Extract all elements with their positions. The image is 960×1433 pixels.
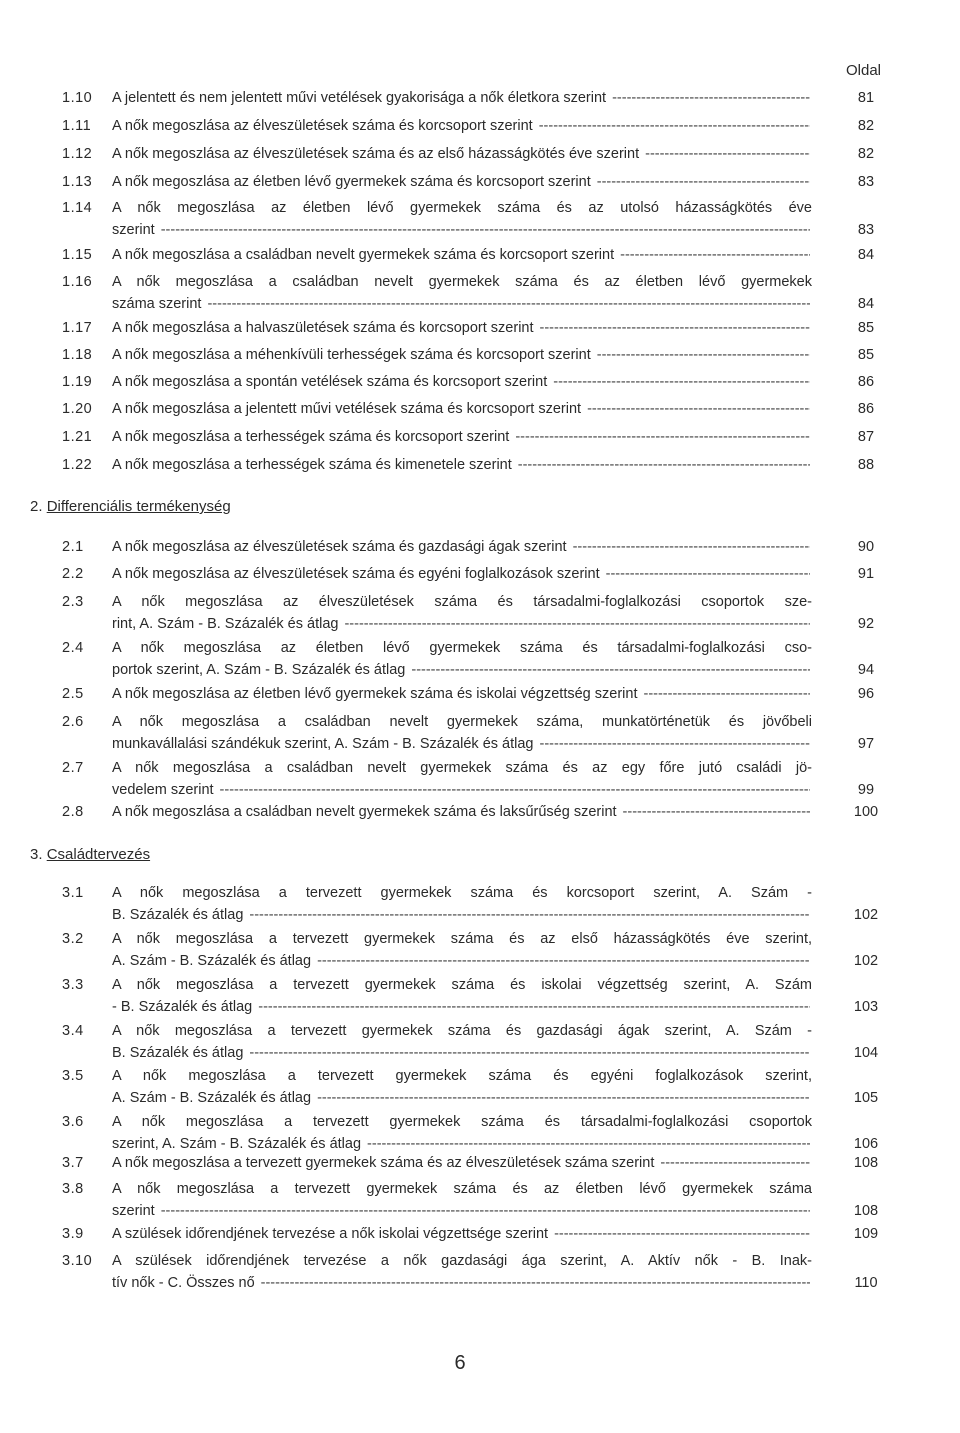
entry-title-line: munkavállalási szándékuk szerint, A. Szám - B. Százalék és átlag xyxy=(112,736,534,752)
entry-title-line: A nők megoszlása a családban nevelt gyermekek száma és az életben lévő gyermekek xyxy=(112,274,812,290)
entry-title-line: A nők megoszlása a tervezett gyermekek száma és korcsoport szerint, A. Szám - xyxy=(112,885,812,901)
entry-title-line: A nők megoszlása a családban nevelt gyermekek száma, munkatörténetük és jövőbeli xyxy=(112,714,812,730)
entry-page-number: 84 xyxy=(857,296,875,312)
entry-number: 3.8 xyxy=(62,1181,84,1197)
entry-title xyxy=(112,1178,812,1222)
entry-title-line: A nők megoszlása a jelentett művi vetélések száma és korcsoport szerint xyxy=(112,401,582,417)
entry-page-number: 110 xyxy=(854,1275,878,1291)
dot-leader xyxy=(606,563,810,585)
entry-title-line: A nők megoszlása a tervezett gyermekek száma és az életben lévő gyermekek száma xyxy=(112,1181,812,1197)
entry-title xyxy=(112,398,812,420)
entry-title-line: A nők megoszlása a családban nevelt gyermekek száma és laksűrűség szerint xyxy=(112,804,617,820)
entry-title-line: A. Szám - B. Százalék és átlag xyxy=(112,953,312,969)
entry-title-line: A nők megoszlása a terhességek száma és korcsoport szerint xyxy=(112,429,510,445)
entry-title xyxy=(112,244,812,266)
entry-page-number: 85 xyxy=(857,320,875,336)
entry-title xyxy=(112,928,812,972)
entry-title xyxy=(112,1020,812,1064)
entry-number: 3.3 xyxy=(62,977,84,993)
entry-title xyxy=(112,1250,812,1294)
dot-leader xyxy=(261,1272,810,1294)
entry-title-line: A nők megoszlása a tervezett gyermekek száma és egyéni foglalkozások szerint, xyxy=(112,1068,812,1084)
entry-number: 3.10 xyxy=(62,1253,93,1269)
section-3-number: 3. xyxy=(30,846,43,863)
entry-number: 2.6 xyxy=(62,714,84,730)
entry-number: 3.6 xyxy=(62,1114,84,1130)
dot-leader xyxy=(249,904,810,926)
footer-page-number: 6 xyxy=(454,1352,466,1374)
entry-page-number: 106 xyxy=(853,1136,879,1152)
entry-number: 1.21 xyxy=(62,429,93,445)
entry-page-number: 102 xyxy=(853,907,879,923)
dot-leader xyxy=(220,779,810,801)
entry-title-line: A nők megoszlása a tervezett gyermekek száma és társadalmi-foglalkozási csoportok xyxy=(112,1114,812,1130)
dot-leader xyxy=(643,683,810,705)
entry-number: 1.13 xyxy=(62,174,93,190)
dot-leader xyxy=(411,659,810,681)
entry-title-line: A nők megoszlása a méhenkívüli terhességek száma és korcsoport szerint xyxy=(112,347,591,363)
entry-number: 3.4 xyxy=(62,1023,84,1039)
entry-title xyxy=(112,1223,812,1245)
entry-page-number: 90 xyxy=(857,539,875,555)
entry-page-number: 84 xyxy=(857,247,875,263)
entry-title-line: A nők megoszlása a tervezett gyermekek száma és iskolai végzettség szerint, A. Szám xyxy=(112,977,812,993)
dot-leader xyxy=(518,454,810,476)
entry-title-line: vedelem szerint xyxy=(112,782,214,798)
entry-number: 2.7 xyxy=(62,760,84,776)
entry-number: 3.5 xyxy=(62,1068,84,1084)
entry-title xyxy=(112,197,812,241)
entry-page-number: 85 xyxy=(857,347,875,363)
dot-leader xyxy=(317,1087,810,1109)
entry-title xyxy=(112,87,812,109)
entry-number: 1.10 xyxy=(62,90,93,106)
dot-leader xyxy=(597,344,810,366)
entry-title-line: A nők megoszlása az életben lévő gyermekek száma és az utolsó házasságkötés éve xyxy=(112,200,812,216)
entry-title-line: A nők megoszlása a tervezett gyermekek száma és az élveszületések száma szerint xyxy=(112,1155,655,1171)
section-2-title: Differenciális termékenység xyxy=(46,498,231,515)
entry-title xyxy=(112,271,812,315)
dot-leader xyxy=(620,244,810,266)
entry-title-line: A nők megoszlása a tervezett gyermekek száma és az első házasságkötés éve szerint, xyxy=(112,931,812,947)
entry-title-line: A nők megoszlása az életben lévő gyermekek száma és korcsoport szerint xyxy=(112,174,591,190)
entry-page-number: 103 xyxy=(853,999,879,1015)
entry-title xyxy=(112,454,812,476)
entry-page-number: 86 xyxy=(857,401,875,417)
entry-title xyxy=(112,1065,812,1109)
dot-leader xyxy=(645,143,810,165)
entry-title xyxy=(112,115,812,137)
entry-title xyxy=(112,882,812,926)
dot-leader xyxy=(161,219,810,241)
dot-leader xyxy=(597,171,810,193)
entry-title xyxy=(112,317,812,339)
entry-title-line: A nők megoszlása a spontán vetélések száma és korcsoport szerint xyxy=(112,374,548,390)
entry-title-line: A szülések időrendjének tervezése a nők iskolai végzettsége szerint xyxy=(112,1226,549,1242)
entry-title xyxy=(112,344,812,366)
entry-number: 2.4 xyxy=(62,640,84,656)
entry-page-number: 94 xyxy=(857,662,875,678)
entry-title-line: A nők megoszlása a családban nevelt gyermekek száma és az egy főre jutó családi jö- xyxy=(112,760,812,776)
entry-title xyxy=(112,637,812,681)
entry-page-number: 108 xyxy=(853,1203,879,1219)
entry-page-number: 99 xyxy=(857,782,875,798)
dot-leader xyxy=(161,1200,810,1222)
entry-number: 1.17 xyxy=(62,320,93,336)
entry-number: 1.15 xyxy=(62,247,93,263)
entry-number: 2.5 xyxy=(62,686,84,702)
entry-title-line: portok szerint, A. Szám - B. Százalék és átlag xyxy=(112,662,406,678)
entry-title-line: A. Szám - B. Százalék és átlag xyxy=(112,1090,312,1106)
entry-page-number: 100 xyxy=(853,804,879,820)
entry-number: 1.20 xyxy=(62,401,93,417)
dot-leader xyxy=(540,317,810,339)
entry-title xyxy=(112,1111,812,1155)
dot-leader xyxy=(515,426,810,448)
entry-page-number: 102 xyxy=(853,953,879,969)
entry-title-line: A nők megoszlása az életben lévő gyermekek száma és iskolai végzettség szerint xyxy=(112,686,638,702)
entry-page-number: 82 xyxy=(857,146,875,162)
entry-page-number: 104 xyxy=(853,1045,879,1061)
entry-title-line: A nők megoszlása az élveszületések száma és korcsoport szerint xyxy=(112,118,533,134)
entry-title-line: szerint, A. Szám - B. Százalék és átlag xyxy=(112,1136,362,1152)
dot-leader xyxy=(587,398,810,420)
entry-title xyxy=(112,143,812,165)
entry-title-line: száma szerint xyxy=(112,296,202,312)
entry-title xyxy=(112,536,812,558)
dot-leader xyxy=(344,613,810,635)
entry-number: 2.1 xyxy=(62,539,84,555)
entry-page-number: 83 xyxy=(857,174,875,190)
entry-title-line: szerint xyxy=(112,1203,155,1219)
entry-title-line: A nők megoszlása a tervezett gyermekek száma és gazdasági ágak szerint, A. Szám - xyxy=(112,1023,812,1039)
entry-number: 1.19 xyxy=(62,374,93,390)
entry-page-number: 82 xyxy=(857,118,875,134)
entry-page-number: 97 xyxy=(857,736,875,752)
entry-number: 1.16 xyxy=(62,274,93,290)
dot-leader xyxy=(623,801,810,823)
entry-page-number: 92 xyxy=(857,616,875,632)
entry-title xyxy=(112,426,812,448)
entry-page-number: 83 xyxy=(857,222,875,238)
entry-page-number: 108 xyxy=(853,1155,879,1171)
dot-leader xyxy=(207,293,810,315)
entry-number: 1.18 xyxy=(62,347,93,363)
entry-title-line: A szülések időrendjének tervezése a nők gazdasági ága szerint, A. Aktív nők - B. Inak- xyxy=(112,1253,812,1269)
entry-title xyxy=(112,974,812,1018)
dot-leader xyxy=(612,87,810,109)
entry-page-number: 86 xyxy=(857,374,875,390)
entry-page-number: 96 xyxy=(857,686,875,702)
entry-title xyxy=(112,801,812,823)
entry-page-number: 88 xyxy=(857,457,875,473)
dot-leader xyxy=(249,1042,810,1064)
entry-title-line: A nők megoszlása a családban nevelt gyermekek száma és korcsoport szerint xyxy=(112,247,615,263)
page-column-header: Oldal xyxy=(846,62,882,79)
entry-page-number: 87 xyxy=(857,429,875,445)
entry-number: 1.14 xyxy=(62,200,93,216)
entry-title-line: rint, A. Szám - B. Százalék és átlag xyxy=(112,616,339,632)
dot-leader xyxy=(554,1223,810,1245)
entry-number: 1.12 xyxy=(62,146,93,162)
entry-title xyxy=(112,1152,812,1174)
entry-title-line: tív nők - C. Összes nő xyxy=(112,1275,255,1291)
entry-title-line: A nők megoszlása az élveszületések száma és az első házasságkötés éve szerint xyxy=(112,146,640,162)
entry-title-line: - B. Százalék és átlag xyxy=(112,999,253,1015)
entry-title-line: A nők megoszlása az élveszületések száma és társadalmi-foglalkozási csoportok sze- xyxy=(112,594,812,610)
dot-leader xyxy=(258,996,810,1018)
entry-title xyxy=(112,563,812,585)
entry-title-line: szerint xyxy=(112,222,155,238)
entry-title-line: A nők megoszlása az élveszületések száma és egyéni foglalkozások szerint xyxy=(112,566,600,582)
dot-leader xyxy=(573,536,810,558)
entry-title-line: A nők megoszlása az élveszületések száma és gazdasági ágak szerint xyxy=(112,539,567,555)
entry-number: 2.2 xyxy=(62,566,84,582)
entry-title-line: A jelentett és nem jelentett művi vetélések gyakorisága a nők életkora szerint xyxy=(112,90,607,106)
section-2-heading xyxy=(30,498,231,515)
entry-number: 2.8 xyxy=(62,804,84,820)
dot-leader xyxy=(539,115,810,137)
entry-page-number: 109 xyxy=(853,1226,879,1242)
entry-title xyxy=(112,371,812,393)
entry-title xyxy=(112,591,812,635)
dot-leader xyxy=(553,371,810,393)
entry-number: 2.3 xyxy=(62,594,84,610)
dot-leader xyxy=(660,1152,810,1174)
section-3-title: Családtervezés xyxy=(46,846,151,863)
entry-number: 3.7 xyxy=(62,1155,84,1171)
entry-number: 3.1 xyxy=(62,885,84,901)
entry-title xyxy=(112,683,812,705)
entry-page-number: 105 xyxy=(853,1090,879,1106)
entry-title xyxy=(112,757,812,801)
entry-title xyxy=(112,171,812,193)
section-2-number: 2. xyxy=(30,498,43,515)
entry-number: 1.22 xyxy=(62,457,93,473)
entry-title-line: A nők megoszlása az életben lévő gyermekek száma és társadalmi-foglalkozási cso- xyxy=(112,640,812,656)
entry-number: 3.2 xyxy=(62,931,84,947)
entry-page-number: 91 xyxy=(857,566,875,582)
dot-leader xyxy=(540,733,811,755)
entry-number: 3.9 xyxy=(62,1226,84,1242)
entry-title xyxy=(112,711,812,755)
entry-title-line: A nők megoszlása a terhességek száma és kimenetele szerint xyxy=(112,457,512,473)
entry-number: 1.11 xyxy=(62,118,92,134)
entry-title-line: B. Százalék és átlag xyxy=(112,907,244,923)
entry-page-number: 81 xyxy=(857,90,875,106)
entry-title-line: B. Százalék és átlag xyxy=(112,1045,244,1061)
section-3-heading xyxy=(30,846,150,863)
entry-title-line: A nők megoszlása a halvaszületések száma és korcsoport szerint xyxy=(112,320,534,336)
dot-leader xyxy=(317,950,810,972)
